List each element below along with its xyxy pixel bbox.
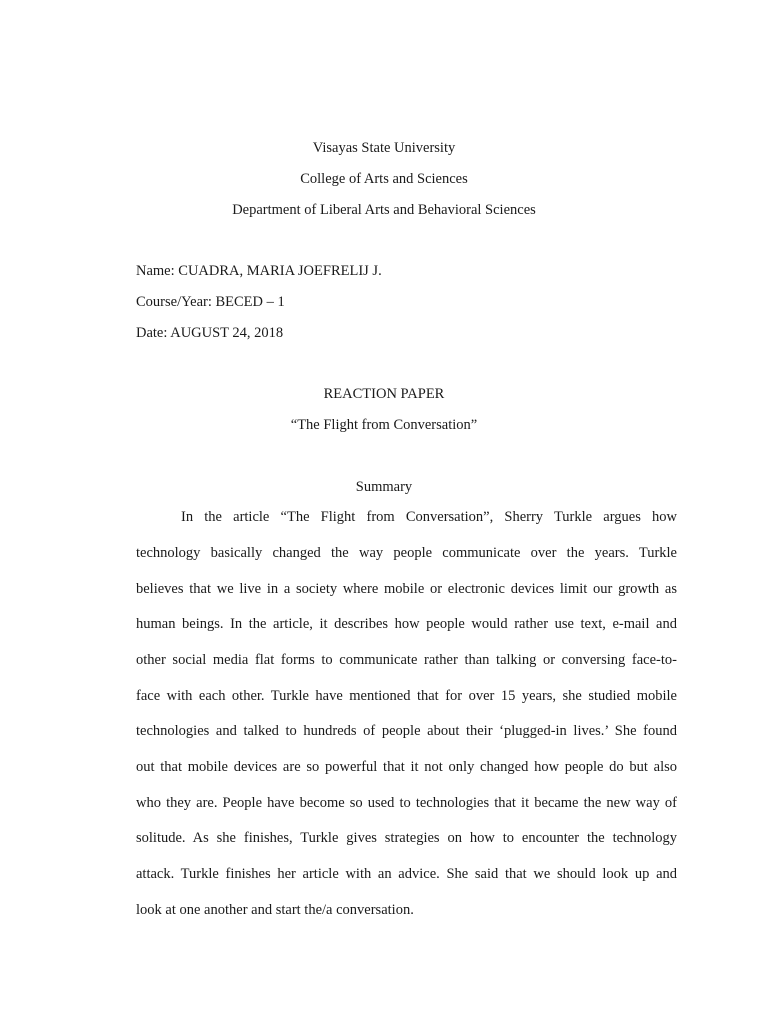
- summary-line: face with each other. Turkle have mentioned that for over 15 years, she studied mobile: [136, 688, 677, 704]
- college-name: College of Arts and Sciences: [300, 171, 468, 187]
- summary-line: technologies and talked to hundreds of people about their ‘plugged-in lives.’ She found: [136, 723, 677, 739]
- university-name: Visayas State University: [312, 140, 456, 156]
- summary-heading: Summary: [355, 479, 413, 495]
- paper-type: REACTION PAPER: [323, 386, 445, 402]
- course-year: Course/Year: BECED – 1: [136, 294, 285, 310]
- summary-line: human beings. In the article, it describes how people would rather use text, e-mail and: [136, 616, 677, 632]
- paper-title: “The Flight from Conversation”: [290, 417, 478, 433]
- summary-line: believes that we live in a society where mobile or electronic devices limit our growth as: [136, 581, 677, 597]
- student-name: Name: CUADRA, MARIA JOEFRELIJ J.: [136, 263, 382, 279]
- summary-line: technology basically changed the way people communicate over the years. Turkle: [136, 545, 677, 561]
- submission-date: Date: AUGUST 24, 2018: [136, 325, 284, 341]
- summary-line: In the article “The Flight from Conversation”, Sherry Turkle argues how: [181, 509, 677, 525]
- summary-line: other social media flat forms to communicate rather than talking or conversing face-to-: [136, 652, 677, 668]
- summary-line: attack. Turkle finishes her article with an advice. She said that we should look up and: [136, 866, 677, 882]
- summary-line: solitude. As she finishes, Turkle gives strategies on how to encounter the technology: [136, 830, 677, 846]
- summary-line: look at one another and start the/a conversation.: [136, 902, 414, 918]
- summary-line: who they are. People have become so used to technologies that it became the new way of: [136, 795, 677, 811]
- summary-line: out that mobile devices are so powerful that it not only changed how people do but also: [136, 759, 677, 775]
- department-name: Department of Liberal Arts and Behavioral Sciences: [232, 202, 536, 218]
